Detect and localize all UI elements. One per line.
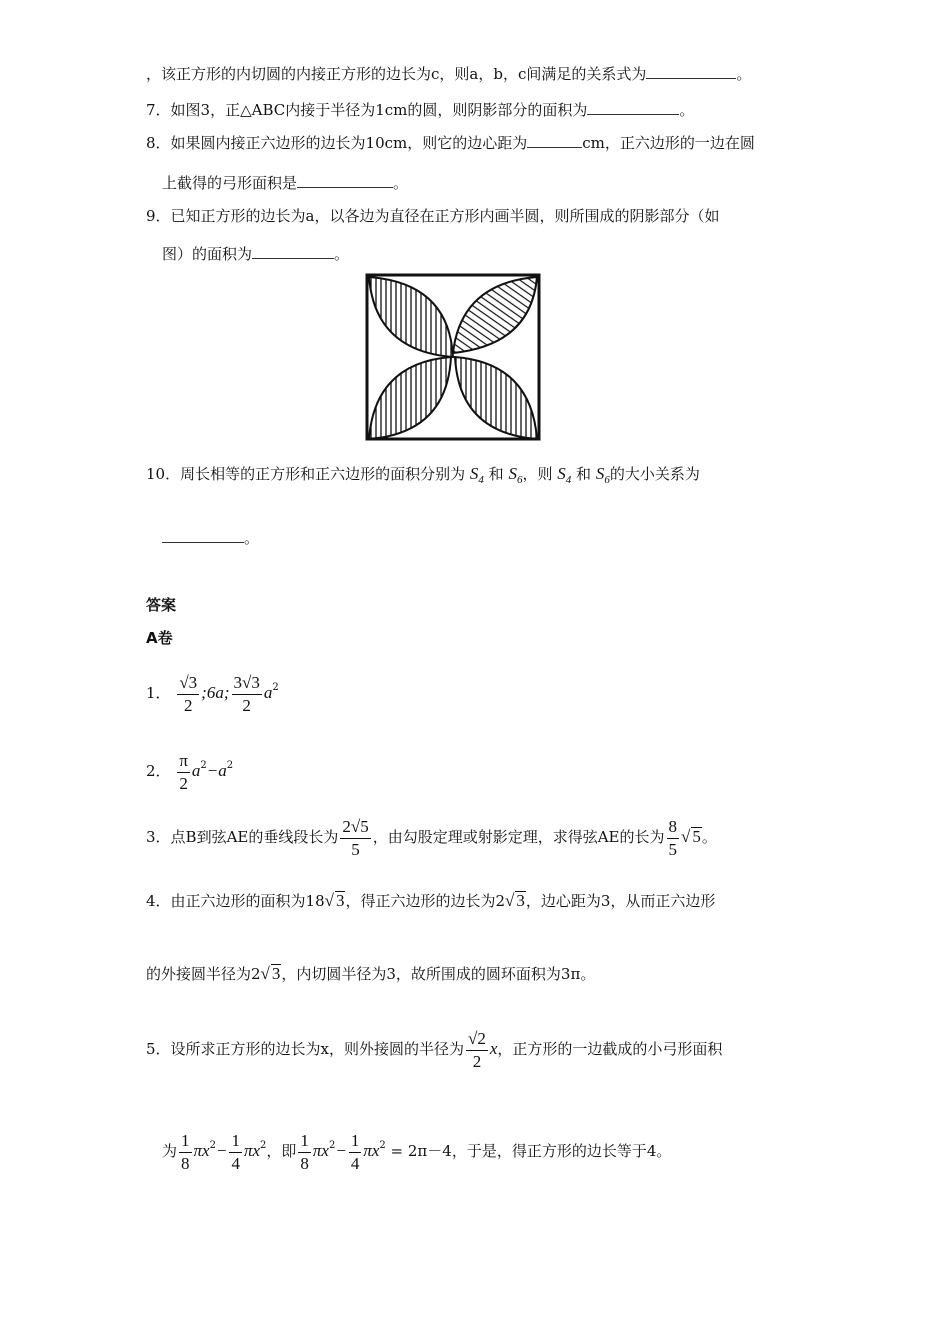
q9-text: 9．已知正方形的边长为a，以各边为直径在正方形内画半圆，则所围成的阴影部分（如: [146, 207, 720, 225]
q7-text: 7．如图3，正△ABC内接于半径为1cm的圆，则阴影部分的面积为: [146, 101, 588, 119]
question-7: 7．如图3，正△ABC内接于半径为1cm的圆，则阴影部分的面积为 。: [146, 101, 695, 119]
q7-answer-blank[interactable]: [587, 100, 679, 115]
a3-frac-2: $\frac{8}{5}$: [668, 816, 677, 859]
answer-5: 5．设所求正方形的边长为x，则外接圆的半径为 $\frac{√2}{2}$ x，正方形的一边截成的小弓形面积: [146, 1028, 723, 1071]
q10-answer-blank[interactable]: [162, 528, 244, 543]
four-petal-figure: [365, 273, 543, 443]
q6-continuation: ，该正方形的内切圆的内接正方形的边长为c，则a，b，c间满足的关系式为 。: [146, 65, 752, 83]
question-8-line-2: 上截得的弓形面积是 。: [162, 174, 409, 192]
q8-text: 8．如果圆内接正六边形的边长为10cm，则它的边心距为: [146, 134, 528, 152]
petal-top-left: [369, 277, 453, 357]
answer-3: 3．点B到弦AE的垂线段长为 $\frac{2√5}{5}$ ，由勾股定理或射影定理，求得弦AE的长为 $\frac{8}{5}$ √ 5。: [146, 816, 717, 859]
q8-answer-blank-2[interactable]: [297, 173, 393, 188]
section-a-heading: A卷: [146, 629, 173, 647]
s4-symbol-2: $S_4$: [557, 464, 572, 486]
q6-answer-blank[interactable]: [646, 64, 736, 79]
petal-bottom-right: [455, 357, 537, 439]
question-9: [146, 205, 720, 227]
a5-frac-radius: $\frac{√2}{2}$: [468, 1028, 486, 1071]
q9-answer-blank[interactable]: [252, 244, 334, 259]
petal-bottom-left: [369, 357, 451, 439]
s6-symbol: $S_6$: [508, 464, 523, 486]
petal-top-right: [453, 277, 537, 353]
answer-4-line-2: 的外接圆半径为2√ 3，内切圆半径为3，故所围成的圆环面积为3π。: [146, 964, 596, 983]
s4-symbol: $S_4$: [469, 464, 484, 486]
answer-2: 2． $\frac{\pi}{2}$ $a^2-a^2$: [146, 750, 234, 793]
answer-1: 1． $\frac{√3}{2}$ ;6a; $\frac{3√3}{2}$ $a^2$: [146, 672, 279, 715]
a1-frac-1: $\frac{√3}{2}$: [179, 672, 198, 715]
answers-heading: 答案: [146, 596, 177, 614]
answer-5-line-2: 为 $\frac{1}{8}$ $\pi x^2-$ $\frac{1}{4}$ $\pi x^2$，即 $\frac{1}{8}$ $\pi x^2-$ $\frac{1}{4}$ $\pi x^2 = 2\pi-4$，于是，得正方形的边长等于4。: [162, 1130, 672, 1173]
a3-frac-1: $\frac{2√5}{5}$: [342, 816, 369, 859]
a2-frac: $\frac{\pi}{2}$: [179, 750, 188, 793]
q8-answer-blank-1[interactable]: [527, 133, 582, 148]
answer-4: 4．由正六边形的面积为18√ 3，得正六边形的边长为2√ 3，边心距为3，从而正六边形: [146, 891, 716, 910]
q6-text: ，该正方形的内切圆的内接正方形的边长为c，则a，b，c间满足的关系式为: [146, 65, 647, 83]
question-10: 10．周长相等的正方形和正六边形的面积分别为 $S_4$ 和 $S_6$，则 $S_4$ 和 $S_6$的大小关系为: [146, 464, 700, 486]
question-10-line-2: 。: [162, 527, 259, 549]
s6-symbol-2: $S_6$: [595, 464, 610, 486]
question-9-line-2: 图）的面积为 。: [162, 245, 350, 263]
a1-frac-2: $\frac{3√3}{2}$: [233, 672, 260, 715]
question-8: 8．如果圆内接正六边形的边长为10cm，则它的边心距为 cm，正六边形的一边在圆: [146, 134, 755, 152]
